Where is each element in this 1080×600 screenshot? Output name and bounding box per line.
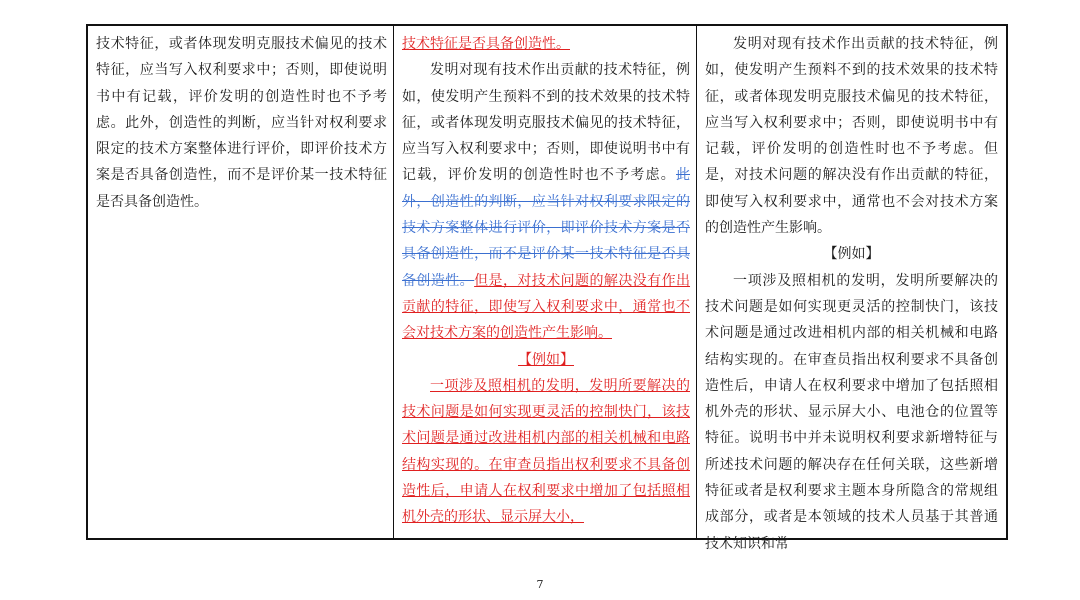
column-clean [697,26,1006,552]
unchanged-text: 发明对现有技术作出贡献的技术特征，例如，使发明产生预料不到的技术效果的技术特征，或者体现发明克服技术偏见的技术特征，应当写入权利要求中；否则，即使说明书中有记载，评价发明的创造性时也不予考虑。 [402,62,690,184]
page-number: 7 [536,578,544,591]
deleted-text: 此外，创造性的判断，应当针对权利要求限定的技术方案整体进行评价，即评价技术方案是否具备创造性，而不是评价某一技术特征是否具备创造性。 [402,167,690,289]
example-heading: 【例如】 [823,246,880,263]
comparison-table [86,24,1008,552]
inserted-text: 一项涉及照相机的发明，发明所要解决的技术问题是如何实现更灵活的控制快门，该技术问题是通过改进相机内部的相关机械和电路结构实现的。在审查员指出权利要求不具备创造性后，申请人在权利要求中增加了包括照相机外壳的形状、显示屏大小， [402,377,690,526]
column-revised [394,26,697,538]
clean-paragraph: 发明对现有技术作出贡献的技术特征，例如，使发明产生预料不到的技术效果的技术特征，或者体现发明克服技术偏见的技术特征，应当写入权利要求中；否则，即使说明书中有记载，评价发明的创造性时也不予考虑。但是，对技术问题的解决没有作出贡献的特征，即使写入权利要求中，通常也不会对技术方案的创造性产生影响。 [705,36,998,237]
column-original [88,26,394,538]
inserted-text: 但是，对技术问题的解决没有作出贡献的特征，即使写入权利要求中，通常也不会对技术方案的创造性产生影响。 [402,272,691,342]
revised-intro [402,31,690,57]
original-text: 技术特征，或者体现发明克服技术偏见的技术特征，应当写入权利要求中；否则，即使说明书中有记载，评价发明的创造性时也不予考虑。此外，创造性的判断，应当针对权利要求限定的技术方案整体进行评价，即评价技术方案是否具备创造性，而不是评价某一技术特征是否具备创造性。 [96,36,387,210]
example-paragraph [402,373,690,531]
inserted-text: 技术特征是否具备创造性。 [402,36,570,52]
revised-paragraph [402,57,690,346]
example-heading: 【例如】 [518,351,574,368]
example-paragraph: 一项涉及照相机的发明，发明所要解决的技术问题是如何实现更灵活的控制快门，该技术问题是通过改进相机内部的相关机械和电路结构实现的。在审查员指出权利要求不具备创造性后，申请人在权利要求中增加了包括照相机外壳的形状、显示屏大小、电池仓的位置等特征。说明书中并未说明权利要求新增特征与所述技术问题的解决存在任何关联，这些新增特征或者是权利要求主题本身所隐含的常规组成部分，或者是本领域的技术人员基于其普通技术知识和常 [705,272,998,552]
